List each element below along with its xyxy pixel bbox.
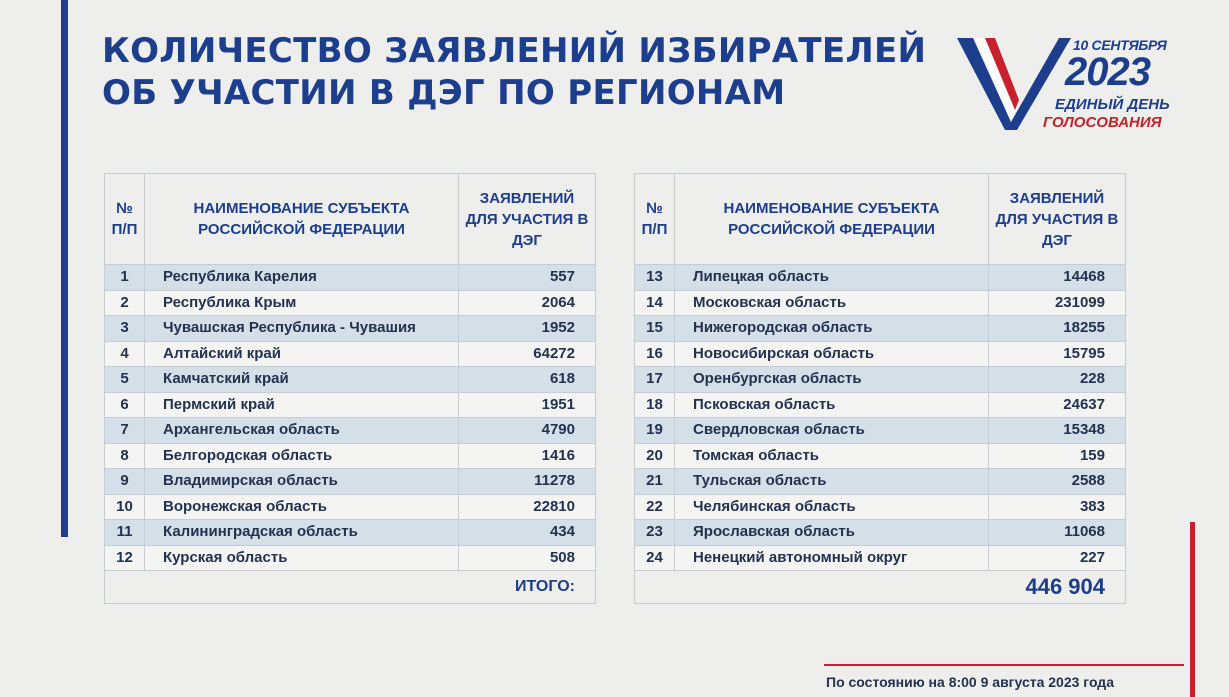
region-name: Ненецкий автономный округ [675,545,989,571]
total-label: ИТОГО: [105,571,596,604]
table-row [105,265,596,291]
table-row [105,545,596,571]
region-name: Свердловская область [675,418,989,444]
logo-line-2: ГОЛОСОВАНИЯ [1043,114,1162,131]
right-accent-bar [1190,522,1195,697]
total-row-left [105,571,596,604]
table-row [635,469,1126,495]
table-row [635,418,1126,444]
table-row [105,341,596,367]
regions-table-left [104,173,596,604]
region-name: Нижегородская область [675,316,989,342]
application-count: 2588 [989,469,1126,495]
total-value: 446 904 [635,571,1126,604]
row-number: 11 [105,520,145,546]
region-name: Псковская область [675,392,989,418]
row-number: 1 [105,265,145,291]
row-number: 24 [635,545,675,571]
region-name: Ярославская область [675,520,989,546]
left-accent-bar [61,0,68,537]
region-name: Республика Крым [145,290,459,316]
regions-right-body [635,265,1126,571]
table-row [105,290,596,316]
application-count: 508 [459,545,596,571]
table-header-row [105,174,596,265]
row-number: 17 [635,367,675,393]
table-row [635,265,1126,291]
region-name: Тульская область [675,469,989,495]
application-count: 24637 [989,392,1126,418]
logo-year: 2023 [1065,50,1150,94]
region-name: Оренбургская область [675,367,989,393]
region-name: Владимирская область [145,469,459,495]
table-row [105,316,596,342]
row-number: 20 [635,443,675,469]
application-count: 4790 [459,418,596,444]
region-name: Камчатский край [145,367,459,393]
application-count: 11278 [459,469,596,495]
logo-line-1: ЕДИНЫЙ ДЕНЬ [1055,96,1170,113]
total-row-right [635,571,1126,604]
table-header-row [635,174,1126,265]
region-name: Томская область [675,443,989,469]
row-number: 16 [635,341,675,367]
table-row [105,392,596,418]
application-count: 64272 [459,341,596,367]
application-count: 14468 [989,265,1126,291]
application-count: 228 [989,367,1126,393]
header-region-line-2: РОССИЙСКОЙ ФЕДЕРАЦИИ [728,221,935,238]
table-row [105,469,596,495]
header-applications-line-2: ДЛЯ УЧАСТИЯ В [465,210,589,228]
table-row [635,392,1126,418]
row-number: 5 [105,367,145,393]
regions-left-body [105,265,596,571]
region-name: Пермский край [145,392,459,418]
region-name: Новосибирская область [675,341,989,367]
table-row [635,520,1126,546]
region-name: Воронежская область [145,494,459,520]
table-row [635,316,1126,342]
header-number [635,174,675,265]
header-applications-line-1: ЗАЯВЛЕНИЙ [1009,189,1105,207]
region-name: Республика Карелия [145,265,459,291]
header-region-name [675,174,989,265]
row-number: 7 [105,418,145,444]
table-row [105,367,596,393]
header-applications-line-2: ДЛЯ УЧАСТИЯ В [995,210,1119,228]
row-number: 18 [635,392,675,418]
region-name: Московская область [675,290,989,316]
region-name: Челябинская область [675,494,989,520]
region-name: Калининградская область [145,520,459,546]
region-name: Архангельская область [145,418,459,444]
page-title [102,30,926,114]
table-row [635,341,1126,367]
header-applications-line-1: ЗАЯВЛЕНИЙ [479,189,575,207]
row-number: 4 [105,341,145,367]
header-number-line-1: № [116,200,133,217]
application-count: 22810 [459,494,596,520]
region-name: Чувашская Республика - Чувашия [145,316,459,342]
row-number: 15 [635,316,675,342]
application-count: 434 [459,520,596,546]
regions-table-right [634,173,1126,604]
election-day-logo [955,30,1190,135]
header-region-line-2: РОССИЙСКОЙ ФЕДЕРАЦИИ [198,221,405,238]
header-region-name [145,174,459,265]
application-count: 1952 [459,316,596,342]
logo-date: 10 СЕНТЯБРЯ [1073,37,1167,53]
row-number: 10 [105,494,145,520]
page-title-line-2: ОБ УЧАСТИИ В ДЭГ ПО РЕГИОНАМ [102,73,786,113]
row-number: 9 [105,469,145,495]
table-row [635,443,1126,469]
row-number: 6 [105,392,145,418]
table-row [635,367,1126,393]
table-row [635,494,1126,520]
header-number-line-2: П/П [641,221,668,238]
footer-divider [824,664,1184,666]
row-number: 13 [635,265,675,291]
row-number: 2 [105,290,145,316]
table-row [105,494,596,520]
as-of-date-note: По состоянию на 8:00 9 августа 2023 года [826,674,1114,690]
application-count: 2064 [459,290,596,316]
application-count: 227 [989,545,1126,571]
application-count: 557 [459,265,596,291]
table-row [105,520,596,546]
region-name: Липецкая область [675,265,989,291]
region-name: Курская область [145,545,459,571]
header-region-line-1: НАИМЕНОВАНИЕ СУБЪЕКТА [723,200,940,217]
header-number-line-2: П/П [111,221,138,238]
table-row [635,545,1126,571]
application-count: 18255 [989,316,1126,342]
table-row [105,443,596,469]
application-count: 159 [989,443,1126,469]
region-name: Белгородская область [145,443,459,469]
row-number: 8 [105,443,145,469]
region-name: Алтайский край [145,341,459,367]
application-count: 231099 [989,290,1126,316]
header-number [105,174,145,265]
row-number: 19 [635,418,675,444]
header-number-line-1: № [646,200,663,217]
application-count: 15795 [989,341,1126,367]
row-number: 21 [635,469,675,495]
application-count: 618 [459,367,596,393]
row-number: 22 [635,494,675,520]
header-applications-line-3: ДЭГ [1042,231,1072,249]
row-number: 3 [105,316,145,342]
header-region-line-1: НАИМЕНОВАНИЕ СУБЪЕКТА [193,200,410,217]
table-row [105,418,596,444]
application-count: 11068 [989,520,1126,546]
row-number: 23 [635,520,675,546]
page-title-line-1: КОЛИЧЕСТВО ЗАЯВЛЕНИЙ ИЗБИРАТЕЛЕЙ [102,31,927,71]
header-applications-line-3: ДЭГ [512,231,542,249]
application-count: 383 [989,494,1126,520]
application-count: 15348 [989,418,1126,444]
row-number: 12 [105,545,145,571]
application-count: 1951 [459,392,596,418]
table-row [635,290,1126,316]
application-count: 1416 [459,443,596,469]
row-number: 14 [635,290,675,316]
header-applications [459,174,596,265]
header-applications [989,174,1126,265]
